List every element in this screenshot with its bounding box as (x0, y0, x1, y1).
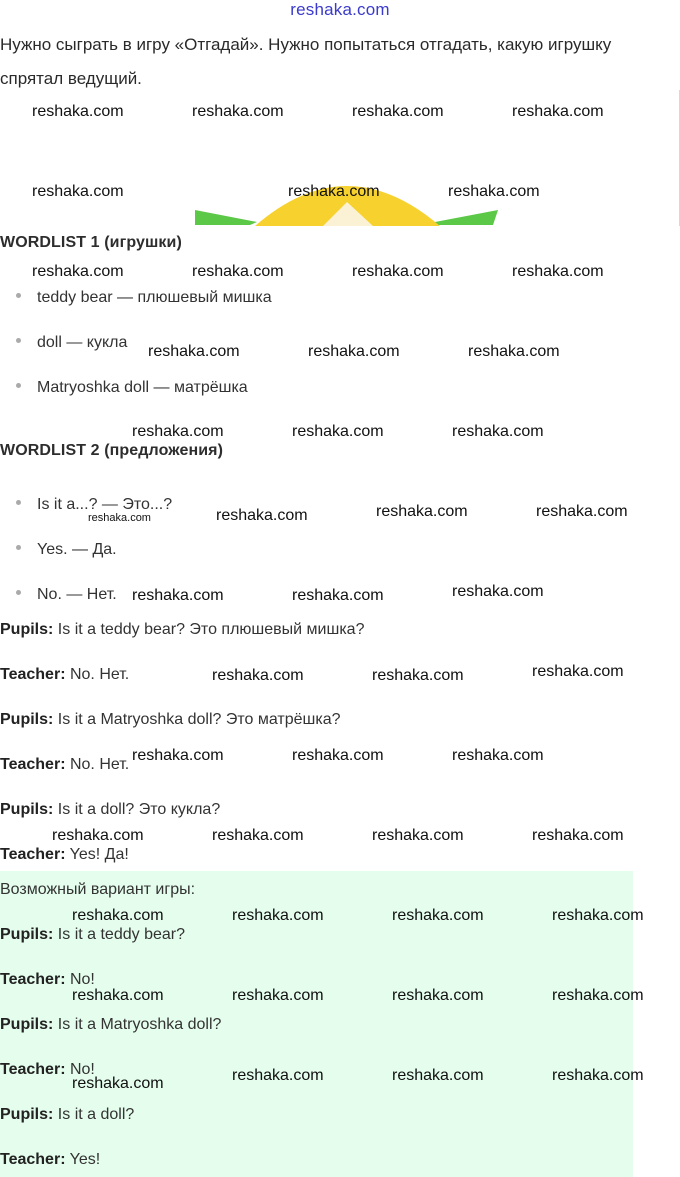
speaker-label: Teacher (0, 846, 61, 863)
watermark-text: reshaka.com (532, 663, 624, 680)
dialogue-text: Is it a doll? (57, 1106, 135, 1123)
watermark-text: reshaka.com (292, 423, 384, 440)
speaker-label: Teacher (0, 756, 61, 773)
watermark-text: reshaka.com (212, 667, 304, 684)
watermark-text: reshaka.com (452, 423, 544, 440)
wordlist2-heading: WORDLIST 2 (предложения) (0, 442, 224, 459)
watermark-text: reshaka.com (72, 1075, 164, 1092)
watermark-text: reshaka.com (448, 183, 540, 200)
dialogue-text: Is it a doll? Это кукла? (57, 801, 221, 818)
watermark-text: reshaka.com (468, 343, 560, 360)
watermark-text: reshaka.com (532, 827, 624, 844)
dialogue-text: No! (69, 1061, 95, 1078)
list-item: doll — кукла (16, 334, 127, 352)
dialogue-text: Yes! Да! (69, 846, 129, 863)
watermark-text: reshaka.com (308, 343, 400, 360)
watermark-text: reshaka.com (292, 747, 384, 764)
watermark-text: reshaka.com (352, 263, 444, 280)
dialogue-text: Is it a teddy bear? Это плюшевый мишка? (57, 621, 365, 638)
watermark-text: reshaka.com (132, 747, 224, 764)
watermark-text: reshaka.com (452, 747, 544, 764)
watermark-text: reshaka.com (512, 263, 604, 280)
watermark-text: reshaka.com (232, 907, 324, 924)
dialogue-text: No. Нет. (69, 666, 130, 683)
variant-line: Teacher: No! (0, 1061, 95, 1078)
grass-right-shape (435, 210, 498, 225)
watermark-text: reshaka.com (32, 183, 124, 200)
watermark-text: reshaka.com (192, 263, 284, 280)
watermark-text: reshaka.com (392, 1067, 484, 1084)
dialogue-line: Pupils: Is it a Matryoshka doll? Это матрёшка? (0, 711, 341, 728)
dialogue-line: Teacher: Yes! Да! (0, 846, 129, 863)
list-item: teddy bear — плюшевый мишка (16, 289, 272, 307)
grass-left-shape (195, 210, 257, 225)
watermark-text: reshaka.com (72, 987, 164, 1004)
bullet-icon (16, 338, 21, 343)
bullet-icon (16, 500, 21, 505)
watermark-text: reshaka.com (392, 987, 484, 1004)
watermark-text: reshaka.com (32, 263, 124, 280)
site-watermark-header[interactable]: reshaka.com (290, 0, 390, 19)
watermark-text: reshaka.com (132, 587, 224, 604)
bullet-icon (16, 590, 21, 595)
variant-line: Teacher: No! (0, 971, 95, 988)
watermark-text: reshaka.com (72, 907, 164, 924)
speaker-label: Pupils (0, 1106, 49, 1123)
speaker-label: Teacher (0, 971, 61, 988)
speaker-label: Pupils (0, 926, 49, 943)
list-item: Yes. — Да. (16, 541, 117, 559)
watermark-text: reshaka.com (552, 1067, 644, 1084)
watermark-text: reshaka.com (52, 827, 144, 844)
list-item: No. — Нет. (16, 586, 117, 604)
speaker-label: Pupils (0, 801, 49, 818)
watermark-text: reshaka.com (288, 183, 380, 200)
watermark-text: reshaka.com (372, 827, 464, 844)
watermark-text: reshaka.com (148, 343, 240, 360)
watermark-text: reshaka.com (232, 987, 324, 1004)
dialogue-text: No. Нет. (69, 756, 130, 773)
watermark-text: reshaka.com (232, 1067, 324, 1084)
watermark-text: reshaka.com (352, 103, 444, 120)
watermark-text: reshaka.com (552, 907, 644, 924)
speaker-label: Teacher (0, 1061, 61, 1078)
variant-label: Возможный вариант игры: (0, 881, 196, 898)
dialogue-text: Is it a Matryoshka doll? (57, 1016, 222, 1033)
watermark-text: reshaka.com (216, 507, 308, 524)
dialogue-text: Yes! (69, 1151, 101, 1168)
dialogue-line: Pupils: Is it a doll? Это кукла? (0, 801, 221, 818)
bullet-icon (16, 293, 21, 298)
watermark-text: reshaka.com (376, 503, 468, 520)
speaker-label: Pupils (0, 1016, 49, 1033)
watermark-text: reshaka.com (132, 423, 224, 440)
list-item: Matryoshka doll — матрёшка (16, 379, 248, 397)
variant-line: Pupils: Is it a doll? (0, 1106, 135, 1123)
wordlist1-heading: WORDLIST 1 (игрушки) (0, 234, 182, 251)
bullet-icon (16, 383, 21, 388)
watermark-text: reshaka.com (536, 503, 628, 520)
dialogue-line: Teacher: No. Нет. (0, 756, 130, 773)
watermark-text: reshaka.com (392, 907, 484, 924)
dialogue-line: Pupils: Is it a teddy bear? Это плюшевый мишка? (0, 621, 365, 638)
watermark-text: reshaka.com (32, 103, 124, 120)
watermark-text: reshaka.com (512, 103, 604, 120)
list-item: Is it a...? — Это...? (16, 496, 172, 514)
intro-paragraph: Нужно сыграть в игру «Отгадай». Нужно попытаться отгадать, какую игрушку спрятал ведущий. (0, 35, 612, 88)
watermark-text-small: reshaka.com (88, 512, 151, 524)
watermark-text: reshaka.com (452, 583, 544, 600)
speaker-label: Teacher (0, 1151, 61, 1168)
watermark-text: reshaka.com (292, 587, 384, 604)
speaker-label: Pupils (0, 621, 49, 638)
watermark-text: reshaka.com (552, 987, 644, 1004)
speaker-label: Pupils (0, 711, 49, 728)
watermark-text: reshaka.com (212, 827, 304, 844)
variant-line: Pupils: Is it a Matryoshka doll? (0, 1016, 222, 1033)
variant-line: Teacher: Yes! (0, 1151, 101, 1168)
watermark-text: reshaka.com (372, 667, 464, 684)
dialogue-text: Is it a teddy bear? (57, 926, 185, 943)
variant-line: Pupils: Is it a teddy bear? (0, 926, 185, 943)
dialogue-line: Teacher: No. Нет. (0, 666, 130, 683)
watermark-text: reshaka.com (192, 103, 284, 120)
bullet-icon (16, 545, 21, 550)
dialogue-text: Is it a Matryoshka doll? Это матрёшка? (57, 711, 341, 728)
dialogue-text: No! (69, 971, 95, 988)
speaker-label: Teacher (0, 666, 61, 683)
